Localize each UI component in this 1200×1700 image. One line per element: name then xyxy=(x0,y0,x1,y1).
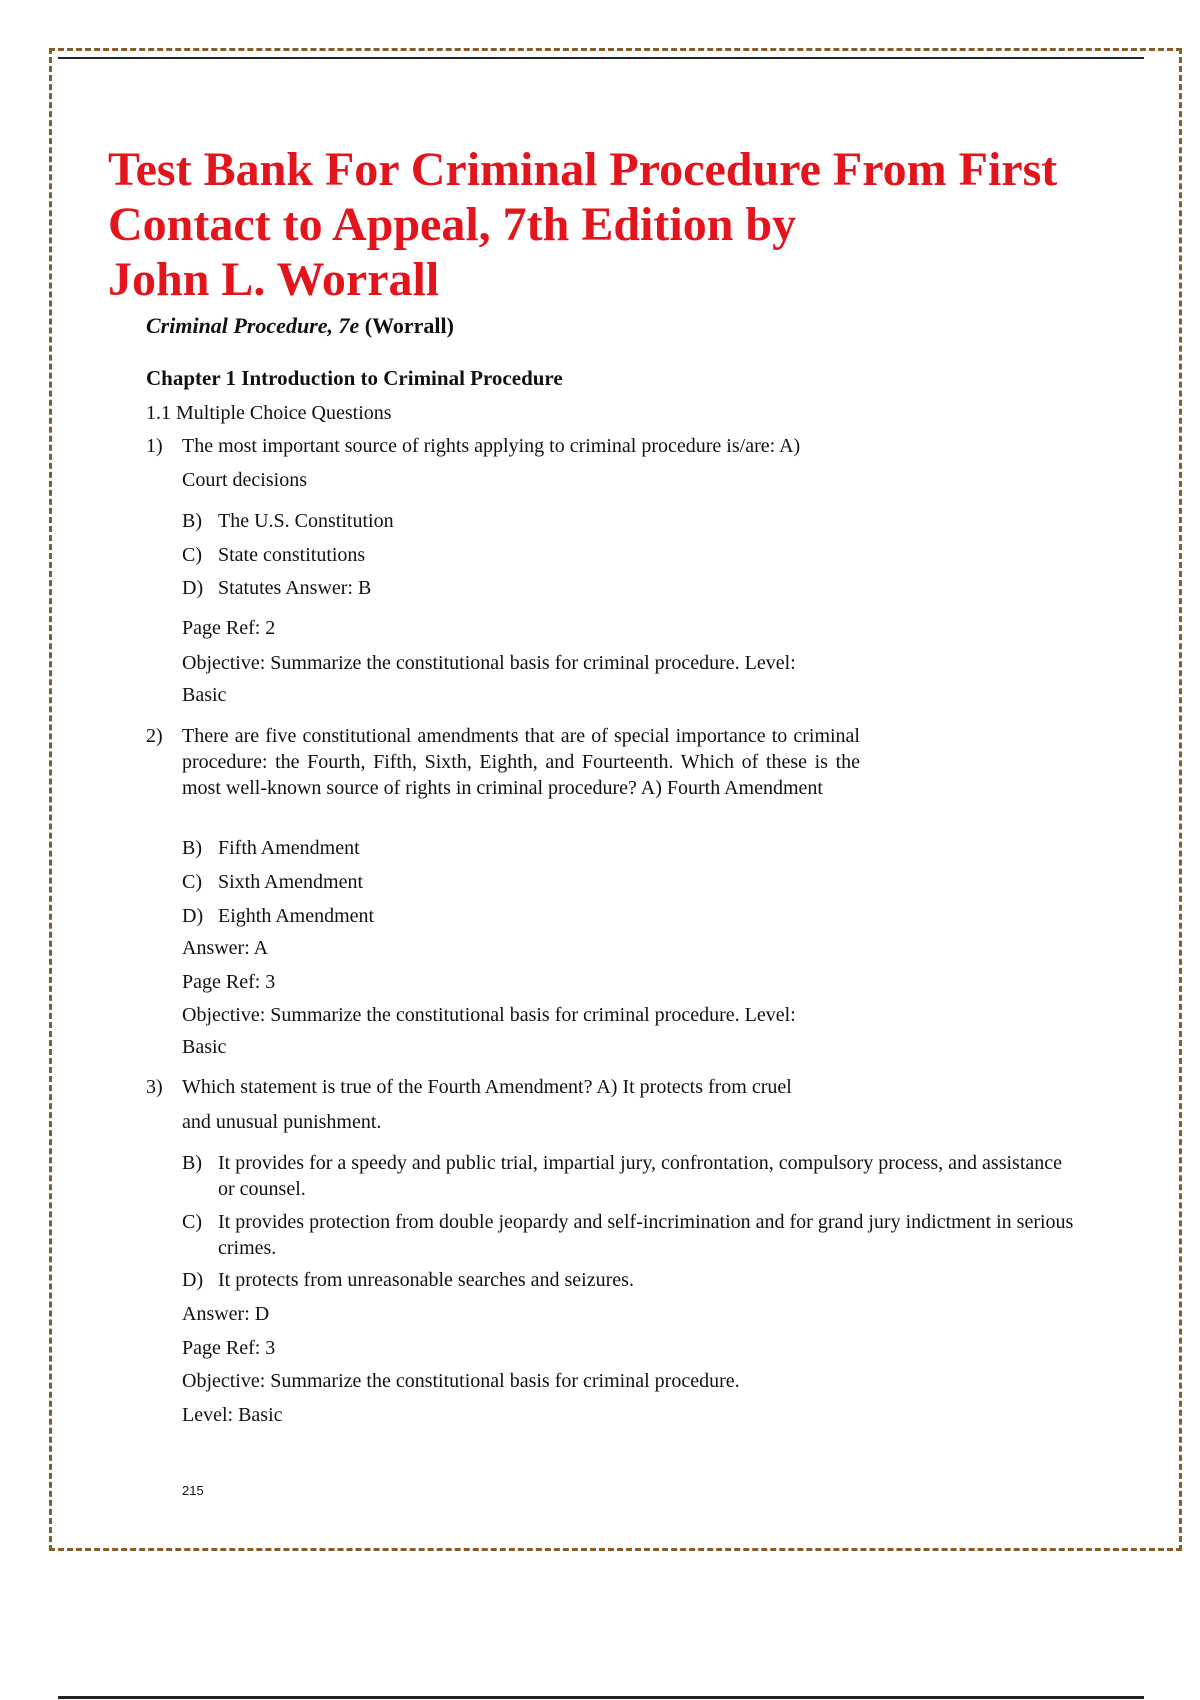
question-3-page-ref: Page Ref: 3 xyxy=(182,1337,276,1359)
question-3-option-b xyxy=(182,1150,1082,1200)
option-text: Statutes Answer: B xyxy=(218,577,372,599)
question-3-number: 3) xyxy=(146,1076,163,1098)
question-2-stem: There are five constitutional amendments that are of special importance to criminal procedure: the Fourth, Fifth, Sixth, Eighth, and Fourteenth. Which of these is the most well-known source of rights in criminal procedure? A) Fourth Amendment xyxy=(182,725,860,799)
option-text: It provides for a speedy and public trial, impartial jury, confrontation, compulsory process, and assistance or counsel. xyxy=(218,1152,1063,1200)
option-text: Fifth Amendment xyxy=(218,837,360,859)
question-2-option-b xyxy=(182,835,360,861)
section-heading: 1.1 Multiple Choice Questions xyxy=(146,402,392,424)
page-number: 215 xyxy=(182,1483,204,1498)
question-3-level: Level: Basic xyxy=(182,1404,283,1426)
option-letter: B) xyxy=(182,510,202,532)
question-1-number: 1) xyxy=(146,435,163,457)
book-title-italic: Criminal Procedure, 7e xyxy=(146,313,360,338)
option-letter: B) xyxy=(182,1152,202,1174)
option-letter: B) xyxy=(182,837,202,859)
question-1-option-b xyxy=(182,508,394,534)
option-letter: D) xyxy=(182,1269,204,1291)
question-1-objective-line-2: Basic xyxy=(182,684,227,706)
question-2-answer: Answer: A xyxy=(182,937,269,959)
question-1-stem-line-2: Court decisions xyxy=(182,469,307,491)
title-line-2: Contact to Appeal, 7th Edition by xyxy=(108,198,797,251)
question-2-option-d xyxy=(182,903,374,929)
book-author: (Worrall) xyxy=(359,313,454,338)
question-3-option-c xyxy=(182,1209,1082,1259)
question-3-objective: Objective: Summarize the constitutional basis for criminal procedure. xyxy=(182,1370,740,1392)
option-text: State constitutions xyxy=(218,544,366,566)
document-title xyxy=(108,142,1108,307)
question-1-stem-line-1: The most important source of rights applying to criminal procedure is/are: A) xyxy=(182,435,801,457)
option-letter: C) xyxy=(182,1211,202,1233)
question-2-objective-line-1: Objective: Summarize the constitutional basis for criminal procedure. Level: xyxy=(182,1004,796,1026)
question-3-stem-line-1: Which statement is true of the Fourth Amendment? A) It protects from cruel xyxy=(182,1076,792,1098)
option-letter: D) xyxy=(182,905,204,927)
question-1-option-c xyxy=(182,542,365,568)
question-2-number: 2) xyxy=(146,725,163,747)
top-rule xyxy=(58,57,1144,59)
question-2-objective-line-2: Basic xyxy=(182,1036,227,1058)
title-line-3: John L. Worrall xyxy=(108,253,440,306)
question-3-stem-line-2: and unusual punishment. xyxy=(182,1111,382,1133)
question-3-answer: Answer: D xyxy=(182,1303,270,1325)
option-letter: C) xyxy=(182,544,202,566)
option-text: Eighth Amendment xyxy=(218,905,375,927)
option-text: The U.S. Constitution xyxy=(218,510,394,532)
book-subtitle xyxy=(146,313,454,339)
option-letter: C) xyxy=(182,871,202,893)
option-text: It provides protection from double jeopardy and self-incrimination and for grand jury indictment in serious crimes. xyxy=(218,1211,1074,1259)
question-3-option-d xyxy=(182,1267,634,1293)
option-letter: D) xyxy=(182,577,204,599)
bottom-rule xyxy=(58,1696,1144,1699)
option-text: It protects from unreasonable searches and seizures. xyxy=(218,1269,634,1291)
question-2-option-c xyxy=(182,869,363,895)
question-1-objective-line-1: Objective: Summarize the constitutional basis for criminal procedure. Level: xyxy=(182,652,796,674)
title-line-1: Test Bank For Criminal Procedure From First xyxy=(108,143,1058,196)
question-2-page-ref: Page Ref: 3 xyxy=(182,971,276,993)
question-1-option-d xyxy=(182,575,371,601)
chapter-heading: Chapter 1 Introduction to Criminal Procedure xyxy=(146,366,563,390)
question-1-page-ref: Page Ref: 2 xyxy=(182,617,276,639)
option-text: Sixth Amendment xyxy=(218,871,363,893)
